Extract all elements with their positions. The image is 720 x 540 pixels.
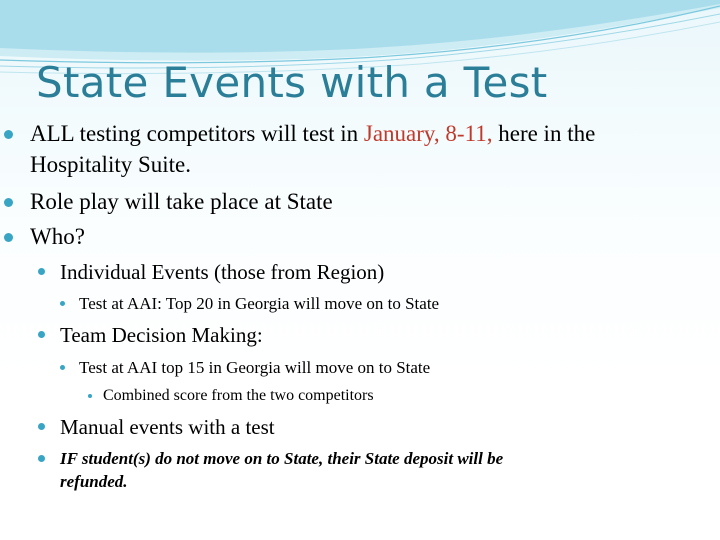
page-title: State Events with a Test	[36, 58, 548, 107]
bullet-dot	[4, 198, 13, 207]
list-item-team-test: Test at AAI top 15 in Georgia will move on to State	[79, 358, 431, 377]
list-item-deposit-note-continuation: refunded.	[60, 472, 128, 491]
list-item-testing	[30, 120, 595, 148]
list-item-team-decision: Team Decision Making:	[60, 323, 263, 347]
bullet-dot	[4, 233, 13, 242]
list-item-text: here in the	[492, 121, 596, 146]
bullet-dot	[38, 331, 45, 338]
bullet-dot	[88, 394, 92, 398]
list-item-combined-score: Combined score from the two competitors	[103, 387, 374, 404]
bullet-dot	[38, 268, 45, 275]
list-item-individual-events: Individual Events (those from Region)	[60, 260, 385, 284]
bullet-dot	[60, 365, 65, 370]
list-item-deposit-note: IF student(s) do not move on to State, their State deposit will be	[60, 449, 504, 468]
list-item-text: ALL testing competitors will test in	[30, 121, 364, 146]
bullet-dot	[60, 301, 65, 306]
list-item-who: Who?	[30, 224, 85, 249]
bullet-dot	[4, 130, 13, 139]
list-item-manual-events: Manual events with a test	[60, 415, 275, 439]
bullet-dot	[38, 455, 45, 462]
list-item-role-play: Role play will take place at State	[30, 189, 333, 214]
date-highlight: January, 8-11,	[363, 121, 493, 146]
bullet-dot	[38, 423, 45, 430]
list-item-individual-test: Test at AAI: Top 20 in Georgia will move on to State	[79, 294, 440, 313]
list-item-continuation: Hospitality Suite.	[30, 152, 191, 177]
